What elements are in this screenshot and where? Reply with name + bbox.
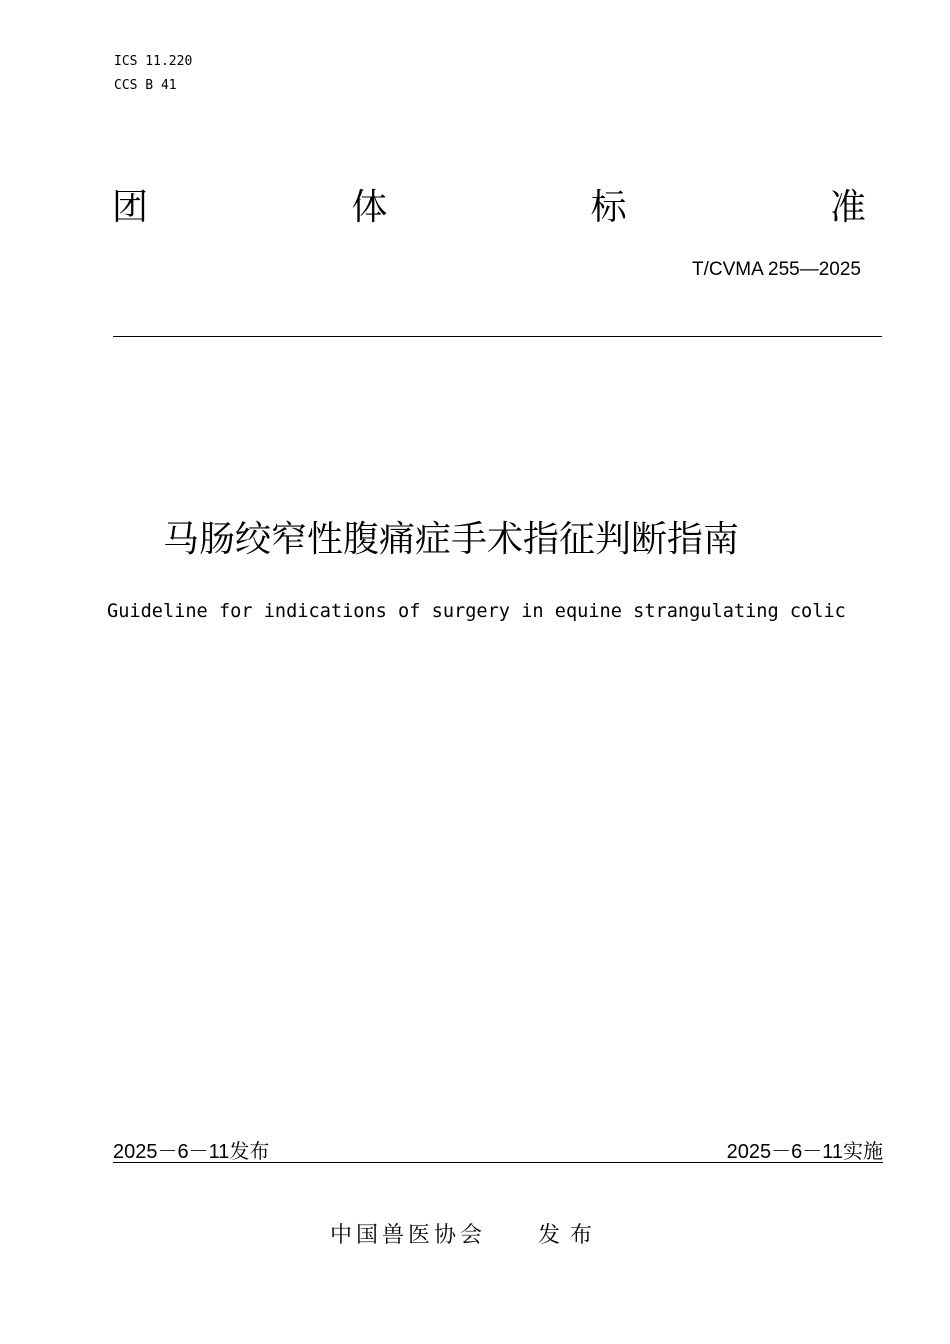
publisher-action: 发布 <box>538 1223 603 1248</box>
standard-type-heading <box>112 186 866 230</box>
implement-label: 实施 <box>843 1139 883 1163</box>
ics-code: ICS 11.220 <box>114 54 193 69</box>
implement-date: 2025－6－11 <box>726 1141 843 1163</box>
standard-type-char: 准 <box>829 187 866 228</box>
footer-divider <box>113 1162 883 1163</box>
title-english: Guideline for indications of surgery in equine strangulating colic <box>107 601 846 622</box>
publish-label: 发布 <box>229 1139 270 1163</box>
ccs-code: CCS B 41 <box>114 78 177 93</box>
date-row <box>113 1138 883 1165</box>
standard-type-char: 团 <box>112 187 149 228</box>
standard-type-char: 标 <box>590 187 627 228</box>
publisher-row <box>330 1221 602 1251</box>
publish-date-group <box>113 1138 269 1165</box>
publish-date: 2025－6－11 <box>113 1141 230 1163</box>
title-chinese <box>0 516 950 564</box>
header-divider <box>113 336 882 337</box>
classification-codes <box>114 50 192 98</box>
standard-type-char: 体 <box>351 187 388 228</box>
implement-date-group <box>727 1138 883 1165</box>
standard-number: T/CVMA 255—2025 <box>692 259 861 280</box>
title-chinese-text: 马肠绞窄性腹痛症手术指征判断指南 <box>162 519 739 560</box>
publisher-org: 中国兽医协会 <box>330 1223 487 1248</box>
